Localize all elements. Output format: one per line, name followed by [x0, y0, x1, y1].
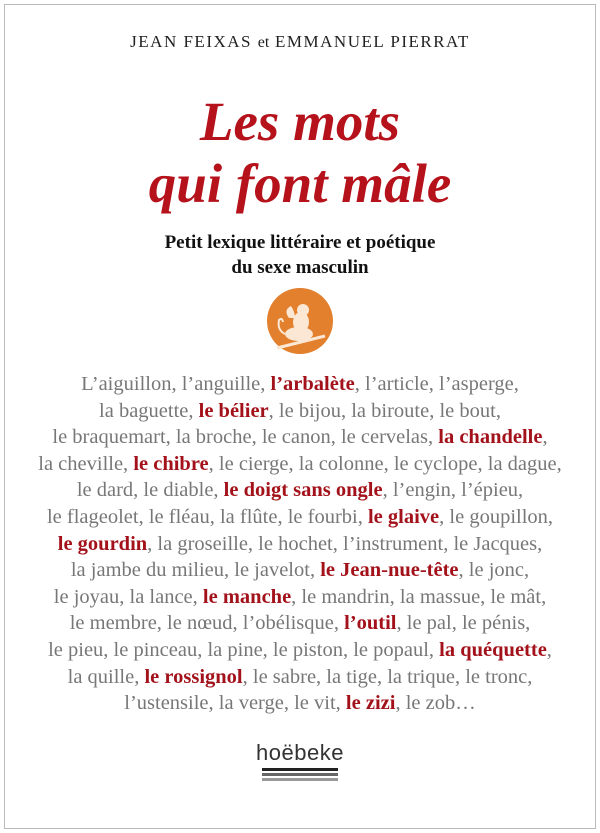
- word-text: , l’article, l’asperge,: [354, 373, 519, 395]
- word-line: [0, 424, 600, 451]
- word-line: [0, 371, 600, 398]
- word-text: , le cierge, la colonne, le cyclope, la dague,: [208, 452, 562, 475]
- author-connector: et: [257, 34, 270, 51]
- highlighted-word: l’outil: [344, 612, 397, 635]
- word-line: [0, 584, 600, 611]
- word-line: [0, 637, 600, 664]
- word-line: [0, 664, 600, 691]
- word-line: [0, 610, 600, 637]
- highlighted-word: la quéquette: [439, 638, 547, 661]
- word-line: [0, 690, 600, 717]
- word-text: , l’engin, l’épieu,: [382, 479, 524, 502]
- word-text: le pieu, le pinceau, la pine, le piston, le popaul,: [48, 638, 440, 661]
- highlighted-word: le gourdin: [57, 532, 148, 555]
- word-text: le braquemart, la broche, le canon, le cervelas,: [52, 426, 439, 449]
- word-text: le membre, le nœud, l’obélisque,: [69, 612, 345, 635]
- highlighted-word: le chibre: [133, 452, 209, 475]
- word-line: [0, 557, 600, 584]
- highlighted-word: le doigt sans ongle: [223, 479, 383, 502]
- cherub-medallion-icon: [267, 288, 333, 354]
- word-line: [0, 451, 600, 478]
- word-text: , le pal, le pénis,: [396, 612, 531, 635]
- author-2: EMMANUEL PIERRAT: [275, 32, 470, 51]
- subtitle-line-2: du sexe masculin: [231, 257, 369, 278]
- word-text: le joyau, la lance,: [53, 585, 203, 608]
- highlighted-word: la chandelle: [438, 426, 543, 449]
- word-line: [0, 504, 600, 531]
- highlighted-word: l’arbalète: [270, 373, 355, 395]
- word-text: , le sabre, la tige, la trique, le tronc,: [242, 665, 533, 688]
- title-line-2: qui font mâle: [148, 153, 452, 214]
- word-text: , le goupillon,: [439, 505, 554, 528]
- publisher-logo-bars: [262, 768, 338, 781]
- subtitle: [0, 230, 600, 280]
- word-text: , le jonc,: [458, 559, 530, 582]
- highlighted-word: le Jean-nue-tête: [320, 559, 459, 582]
- word-line: [0, 398, 600, 425]
- publisher-logo: [0, 740, 600, 781]
- word-text: , la groseille, le hochet, l’instrument, le Jacques,: [147, 532, 543, 555]
- author-1: JEAN FEIXAS: [130, 32, 252, 51]
- word-text: l’ustensile, la verge, le vit,: [124, 692, 346, 715]
- word-text: , le bijou, la biroute, le bout,: [268, 399, 501, 422]
- authors: [0, 32, 600, 52]
- word-line: [0, 531, 600, 558]
- highlighted-word: le rossignol: [144, 665, 243, 688]
- highlighted-word: le zizi: [345, 692, 396, 715]
- word-text: la cheville,: [38, 452, 134, 475]
- word-text: la jambe du milieu, le javelot,: [70, 559, 321, 582]
- word-list: [0, 371, 600, 717]
- highlighted-word: le manche: [202, 585, 292, 608]
- highlighted-word: le bélier: [198, 399, 269, 422]
- publisher-logo-text: hoëbeke: [256, 740, 344, 765]
- word-text: L’aiguillon, l’anguille,: [81, 373, 271, 395]
- word-text: ,: [546, 638, 552, 661]
- word-text: la quille,: [67, 665, 145, 688]
- word-text: le flageolet, le fléau, la flûte, le fourbi,: [46, 505, 368, 528]
- word-text: le dard, le diable,: [76, 479, 224, 502]
- word-text: ,: [542, 426, 548, 449]
- title-line-1: Les mots: [199, 91, 401, 152]
- word-text: , le mandrin, la massue, le mât,: [291, 585, 547, 608]
- word-line: [0, 477, 600, 504]
- subtitle-line-1: Petit lexique littéraire et poétique: [164, 232, 436, 253]
- word-text: , le zob…: [395, 692, 476, 715]
- highlighted-word: le glaive: [367, 505, 440, 528]
- word-text: la baguette,: [99, 399, 199, 422]
